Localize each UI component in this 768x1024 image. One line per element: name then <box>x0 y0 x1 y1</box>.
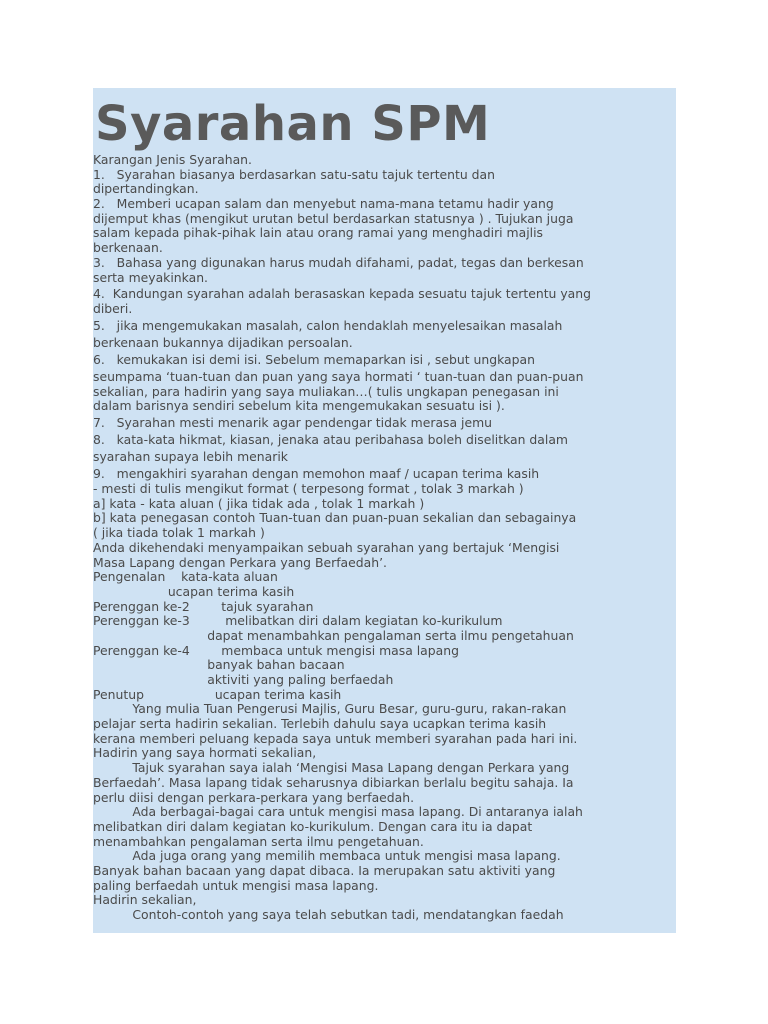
text-line: salam kepada pihak-pihak lain atau orang ramai yang menghadiri majlis <box>93 226 544 241</box>
text-line: Hadirin sekalian, <box>93 893 197 908</box>
text-line: Ada juga orang yang memilih membaca untuk mengisi masa lapang. <box>93 849 561 864</box>
text-line: Yang mulia Tuan Pengerusi Majlis, Guru Besar, guru-guru, rakan-rakan <box>93 702 567 717</box>
text-line: paling berfaedah untuk mengisi masa lapang. <box>93 878 379 893</box>
text-line: diberi. <box>93 302 133 317</box>
text-line: Contoh-contoh yang saya telah sebutkan tadi, mendatangkan faedah <box>93 908 564 923</box>
text-line: dipertandingkan. <box>93 182 199 197</box>
text-line: dapat menambahkan pengalaman serta ilmu pengetahuan <box>93 628 574 643</box>
text-line: Penutup ucapan terima kasih <box>93 687 342 702</box>
text-line: Perenggan ke-3 melibatkan diri dalam kegiatan ko-kurikulum <box>93 614 503 629</box>
text-line: 5. jika mengemukakan masalah, calon hendaklah menyelesaikan masalah <box>93 319 563 334</box>
text-line: a] kata - kata aluan ( jika tidak ada , tolak 1 markah ) <box>93 496 425 511</box>
document-body <box>93 153 676 923</box>
text-line: berkenaan. <box>93 241 163 256</box>
text-line: seumpama ‘tuan-tuan dan puan yang saya hormati ‘ tuan-tuan dan puan-puan <box>93 370 584 385</box>
text-line: ( jika tiada tolak 1 markah ) <box>93 526 265 541</box>
text-line: dijemput khas (mengikut urutan betul berdasarkan statusnya ) . Tujukan juga <box>93 211 574 226</box>
text-line: kerana memberi peluang kepada saya untuk memberi syarahan pada hari ini. <box>93 731 578 746</box>
text-line: pelajar serta hadirin sekalian. Terlebih dahulu saya ucapkan terima kasih <box>93 717 547 732</box>
text-line: - mesti di tulis mengikut format ( terpesong format , tolak 3 markah ) <box>93 482 524 497</box>
text-line: 6. kemukakan isi demi isi. Sebelum memaparkan isi , sebut ungkapan <box>93 353 535 368</box>
text-line: Perenggan ke-4 membaca untuk mengisi masa lapang <box>93 643 459 658</box>
text-line: dalam barisnya sendiri sebelum kita mengemukakan sesuatu isi ). <box>93 399 505 414</box>
text-line: 1. Syarahan biasanya berdasarkan satu-satu tajuk tertentu dan <box>93 167 495 182</box>
text-line: 4. Kandungan syarahan adalah berasaskan kepada sesuatu tajuk tertentu yang <box>93 287 591 302</box>
text-line: Tajuk syarahan saya ialah ‘Mengisi Masa Lapang dengan Perkara yang <box>93 761 570 776</box>
text-line: 3. Bahasa yang digunakan harus mudah difahami, padat, tegas dan berkesan <box>93 255 584 270</box>
text-line: Hadirin yang saya hormati sekalian, <box>93 746 317 761</box>
text-line: Pengenalan kata-kata aluan <box>93 570 278 585</box>
text-line: Karangan Jenis Syarahan. <box>93 153 252 167</box>
text-line: syarahan supaya lebih menarik <box>93 450 288 465</box>
text-line: b] kata penegasan contoh Tuan-tuan dan puan-puan sekalian dan sebagainya <box>93 511 577 526</box>
text-line: 9. mengakhiri syarahan dengan memohon maaf / ucapan terima kasih <box>93 467 540 482</box>
text-line: melibatkan diri dalam kegiatan ko-kurikulum. Dengan cara itu ia dapat <box>93 819 533 834</box>
document-title: Syarahan SPM <box>95 96 491 152</box>
text-line: berkenaan bukannya dijadikan persoalan. <box>93 336 353 351</box>
text-line: sekalian, para hadirin yang saya muliakan…( tulis ungkapan penegasan ini <box>93 384 559 399</box>
text-line: Anda dikehendaki menyampaikan sebuah syarahan yang bertajuk ‘Mengisi <box>93 540 560 555</box>
text-line: perlu diisi dengan perkara-perkara yang berfaedah. <box>93 790 415 805</box>
text-line: Ada berbagai-bagai cara untuk mengisi masa lapang. Di antaranya ialah <box>93 805 583 820</box>
text-line: 8. kata-kata hikmat, kiasan, jenaka atau peribahasa boleh diselitkan dalam <box>93 433 568 448</box>
text-line: Masa Lapang dengan Perkara yang Berfaedah’. <box>93 555 387 570</box>
document-page <box>93 88 676 933</box>
text-line: Berfaedah’. Masa lapang tidak seharusnya dibiarkan berlalu begitu sahaja. Ia <box>93 775 574 790</box>
text-line: aktiviti yang paling berfaedah <box>93 673 394 688</box>
text-line: Banyak bahan bacaan yang dapat dibaca. Ia merupakan satu aktiviti yang <box>93 863 556 878</box>
text-line: 2. Memberi ucapan salam dan menyebut nama-mana tetamu hadir yang <box>93 197 554 212</box>
text-line: ucapan terima kasih <box>93 584 295 599</box>
text-line: menambahkan pengalaman serta ilmu pengetahuan. <box>93 834 424 849</box>
text-line: 7. Syarahan mesti menarik agar pendengar tidak merasa jemu <box>93 416 493 431</box>
text-line: banyak bahan bacaan <box>93 658 345 673</box>
text-line: Perenggan ke-2 tajuk syarahan <box>93 599 314 614</box>
text-line: serta meyakinkan. <box>93 270 208 285</box>
